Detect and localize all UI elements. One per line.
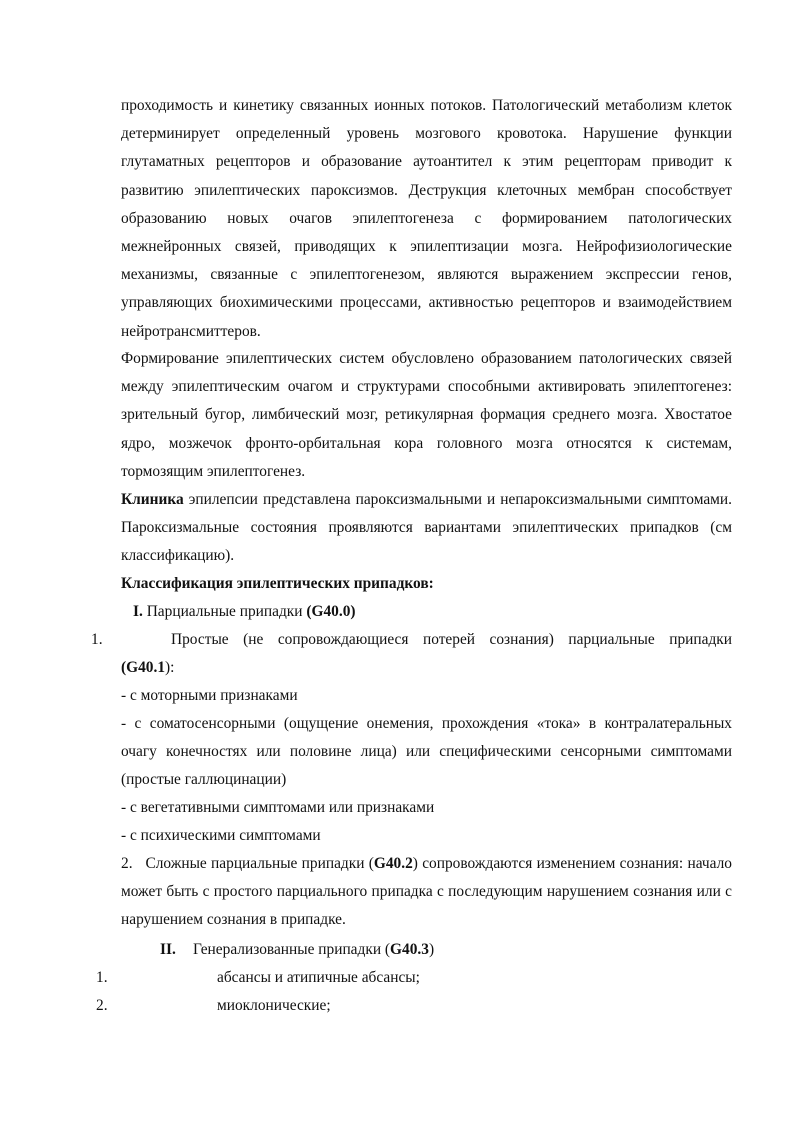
section-code: (G40.0) [306, 603, 356, 620]
classification-heading: Классификация эпилептических припадков: [121, 575, 434, 592]
item-complex-partial: 2. Сложные парциальные припадки (G40.2) сопровождаются изменением сознания: начало может быть с простого парциального припадка с последующим нарушением сознания или с нарушением сознания в припадке. [121, 855, 732, 929]
item-code: G40.2 [373, 855, 413, 872]
section-code: G40.3 [390, 941, 429, 958]
paragraph-epileptic-systems: Формирование эпилептических систем обусловлено образованием патологических связей между эпилептическим очагом и структурами способными активировать эпилептогенез: зрительный бугор, лимбический мозг, ретикулярная формация среднего мозга. Хвостатое ядро, мозжечок фронто-орбитальная кора головного мозга относятся к системам, тормозящим эпилептогенез. [121, 350, 732, 480]
list-item-number: 2. [96, 997, 108, 1014]
bullet-psychic: - с психическими симптомами [121, 827, 321, 844]
paragraph-clinic [121, 486, 732, 571]
bullet-vegetative: - с вегетативными симптомами или признаками [121, 799, 435, 816]
item-number: 2. [121, 855, 133, 872]
item-number: 1. [91, 631, 103, 648]
paragraph-pathogenesis: проходимость и кинетику связанных ионных потоков. Патологический метаболизм клеток детерминирует определенный уровень мозгового кровотока. Нарушение функции глутаматных рецепторов и образование аутоантител к этим рецепторам приводит к развитию эпилептических пароксизмов. Деструкция клеточных мембран способствует образованию новых очагов эпилептогенеза с формированием патологических межнейронных связей, приводящих к эпилептизации мозга. Нейрофизиологические механизмы, связанные с эпилептогенезом, являются выражением экспрессии генов, управляющих биохимическими процессами, активностью рецепторов и взаимодействием нейротрансмиттеров. [121, 97, 732, 340]
item-simple-partial-code: (G40.1): [121, 659, 175, 676]
clinic-term: Клиника [121, 491, 184, 508]
clinic-text: эпилепсии представлена пароксизмальными и непароксизмальными симптомами. Пароксизмальные состояния проявляются вариантами эпилептических припадков (см классификацию). [121, 491, 732, 565]
section-title: Парциальные припадки [142, 603, 307, 620]
section-partial-seizures [133, 598, 356, 626]
bullet-somatosensory: - с соматосенсорными (ощущение онемения, прохождения «тока» в контралатеральных очагу конечностях или половине лица) или специфическими сенсорными симптомами (простые галлюцинации) [121, 715, 732, 789]
list-item-text: абсансы и атипичные абсансы; [217, 969, 420, 986]
list-item-text: миоклонические; [217, 997, 331, 1014]
item-simple-partial-text: Простые (не сопровождающиеся потерей сознания) парциальные припадки [171, 631, 732, 648]
list-item-number: 1. [96, 969, 108, 986]
bullet-motor: - с моторными признаками [121, 687, 298, 704]
section-number: II. [160, 941, 176, 958]
section-title: Генерализованные припадки ( [193, 941, 391, 958]
section-number: I. [133, 603, 143, 620]
section-generalized-seizures: Генерализованные припадки (G40.3) [193, 941, 435, 958]
